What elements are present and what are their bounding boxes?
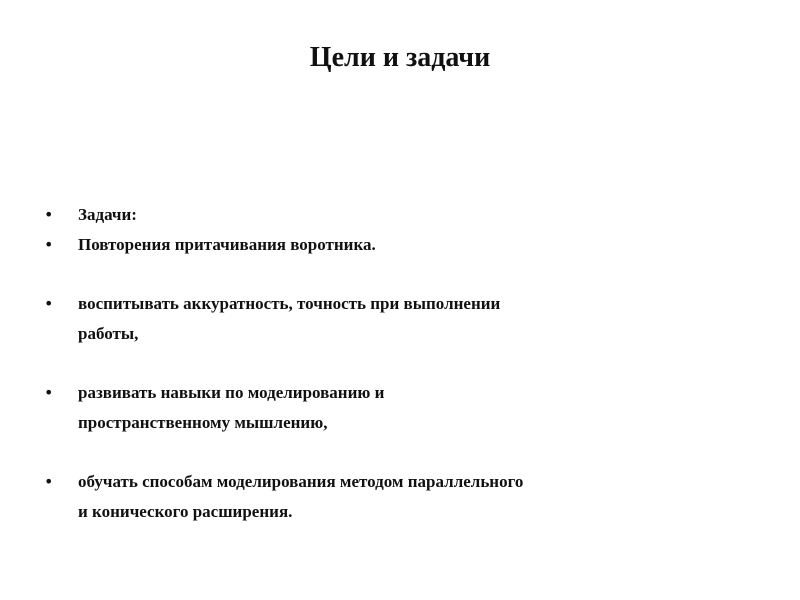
bullet-list: [44, 200, 764, 527]
list-item-text: обучать способам моделирования методом параллельного: [78, 472, 524, 491]
list-item-text-continued: и конического расширения.: [78, 502, 293, 521]
list-item-text: Задачи:: [78, 205, 137, 224]
list-item-text: Повторения притачивания воротника.: [78, 235, 376, 254]
bullet-icon: •: [44, 383, 54, 402]
list-item-tasks-heading: [44, 200, 764, 230]
list-item-collar: [44, 230, 764, 260]
bullet-icon: •: [44, 294, 54, 313]
list-item-text: воспитывать аккуратность, точность при выполнении: [78, 294, 501, 313]
bullet-icon: •: [44, 235, 54, 254]
list-item-modeling-skills: [44, 378, 764, 438]
list-item-text-continued: работы,: [78, 324, 139, 343]
bullet-icon: •: [44, 205, 54, 224]
bullet-icon: •: [44, 472, 54, 491]
list-item-text: развивать навыки по моделированию и: [78, 383, 385, 402]
list-item-text-continued: пространственному мышлению,: [78, 413, 328, 432]
slide-title: Цели и задачи: [309, 42, 491, 73]
list-item-accuracy: [44, 289, 764, 349]
list-item-modeling-methods: [44, 467, 764, 527]
